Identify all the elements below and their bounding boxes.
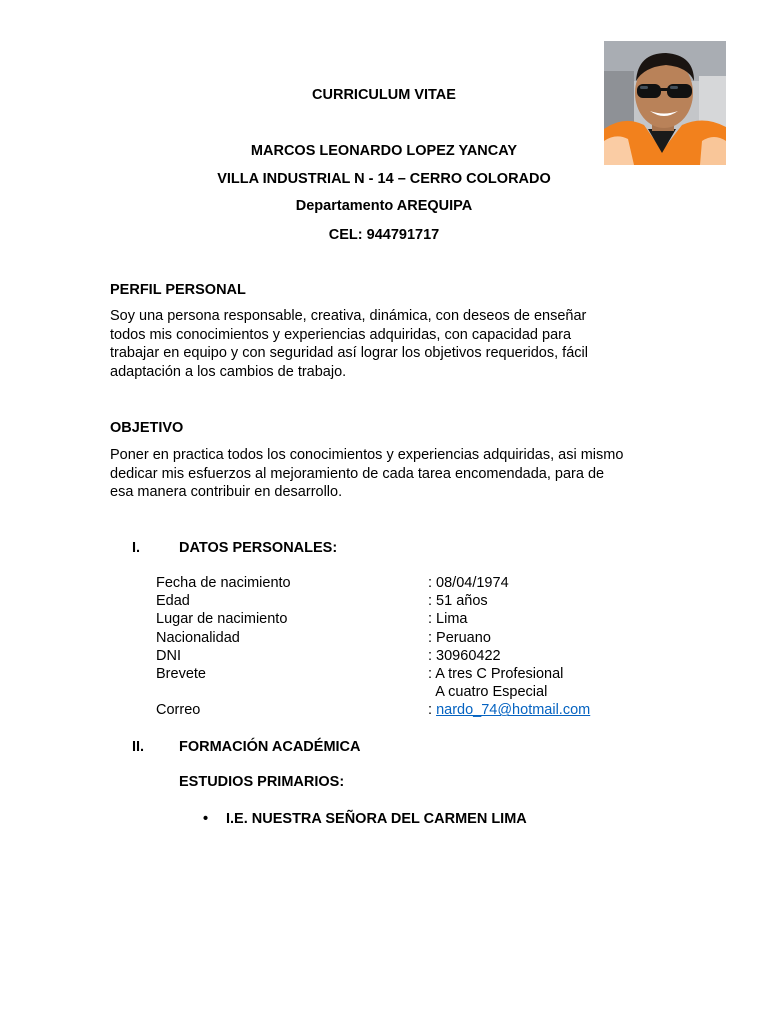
data-value: : 08/04/1974 <box>428 575 509 591</box>
email-link[interactable]: nardo_74@hotmail.com <box>436 702 591 719</box>
data-row <box>156 574 676 592</box>
data-value: : 51 años <box>428 593 488 610</box>
data-row <box>156 665 676 683</box>
objetivo-line: dedicar mis esfuerzos al mejoramiento de cada tarea encomendada, para de <box>110 465 605 482</box>
objetivo-line: Poner en practica todos los conocimientos y experiencias adquiridas, asi mismo <box>110 447 624 463</box>
data-label: Correo <box>156 702 201 719</box>
perfil-heading: PERFIL PERSONAL <box>110 282 246 298</box>
school-name: I.E. NUESTRA SEÑORA DEL CARMEN LIMA <box>226 811 527 827</box>
data-label: Nacionalidad <box>156 629 240 646</box>
phone-line: CEL: 944791717 <box>328 227 440 243</box>
data-row <box>156 683 676 701</box>
data-label: Brevete <box>156 665 206 682</box>
perfil-line: adaptación a los cambios de trabajo. <box>110 363 347 380</box>
data-value: : Lima <box>428 611 468 628</box>
data-value: : A tres C Profesional <box>428 665 564 682</box>
person-name: MARCOS LEONARDO LOPEZ YANCAY <box>250 143 518 159</box>
data-value: : Peruano <box>428 629 491 646</box>
section-number: I. <box>132 540 141 556</box>
data-value: : 30960422 <box>428 647 501 664</box>
bullet-icon: • <box>203 811 209 827</box>
data-row <box>156 629 676 647</box>
objetivo-line: esa manera contribuir en desarrollo. <box>110 484 343 500</box>
perfil-line: trabajar en equipo y con seguridad así lograr los objetivos requeridos, fácil <box>110 345 588 361</box>
section-number: II. <box>132 739 145 755</box>
data-label: Lugar de nacimiento <box>156 611 288 628</box>
data-value: A cuatro Especial <box>428 684 548 701</box>
data-row <box>156 610 676 628</box>
objetivo-paragraph <box>110 446 670 502</box>
data-label: Edad <box>156 593 190 610</box>
data-row <box>156 647 676 665</box>
address-line: VILLA INDUSTRIAL N - 14 – CERRO COLORADO <box>217 171 551 187</box>
estudios-primarios-heading: ESTUDIOS PRIMARIOS: <box>179 774 345 790</box>
data-label: DNI <box>156 647 181 664</box>
objetivo-heading: OBJETIVO <box>110 420 184 436</box>
data-row <box>156 701 676 719</box>
email-prefix: : <box>428 702 437 719</box>
email-value <box>428 701 590 719</box>
data-row <box>156 592 676 610</box>
datos-personales-heading: DATOS PERSONALES: <box>179 540 338 556</box>
datos-personales-table <box>156 574 676 720</box>
department-line: Departamento AREQUIPA <box>295 198 473 214</box>
perfil-line: Soy una persona responsable, creativa, dinámica, con deseos de enseñar <box>110 308 587 324</box>
data-label: Fecha de nacimiento <box>156 575 291 591</box>
document-title: CURRICULUM VITAE <box>312 87 456 103</box>
perfil-paragraph <box>110 307 670 381</box>
perfil-line: todos mis conocimientos y experiencias adquiridas, con capacidad para <box>110 326 572 343</box>
formacion-heading: FORMACIÓN ACADÉMICA <box>179 739 361 755</box>
